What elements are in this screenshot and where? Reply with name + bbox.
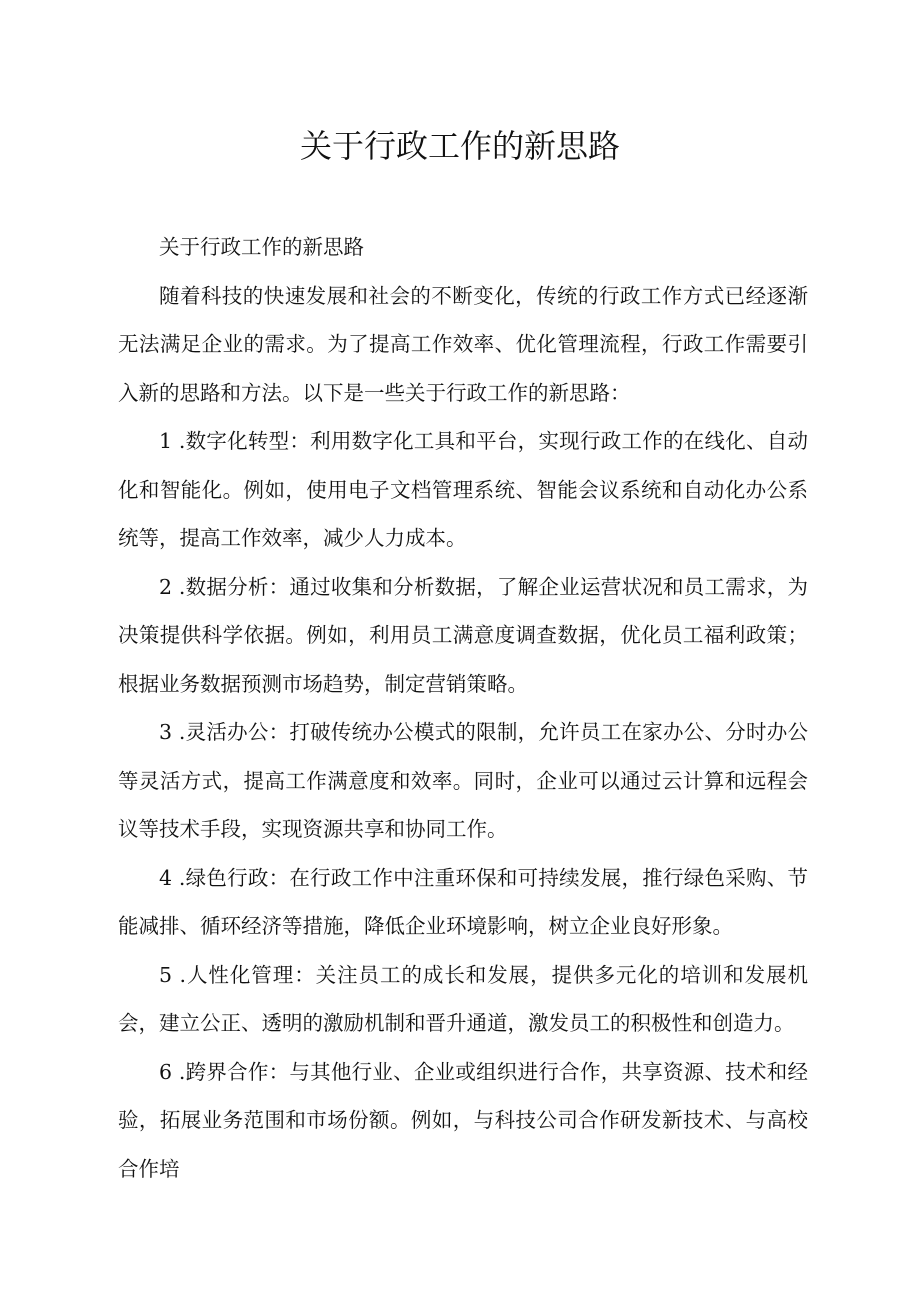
paragraph-item-1: 1 .数字化转型：利用数字化工具和平台，实现行政工作的在线化、自动化和智能化。例如，使用电子文档管理系统、智能会议系统和自动化办公系统等，提高工作效率，减少人力成本。 [118, 429, 808, 550]
document-title: 关于行政工作的新思路 [299, 127, 620, 165]
paragraph-item-5: 5 .人性化管理：关注员工的成长和发展，提供多元化的培训和发展机会，建立公正、透明的激励机制和晋升通道，激发员工的积极性和创造力。 [118, 962, 808, 1035]
paragraph-intro: 随着科技的快速发展和社会的不断变化，传统的行政工作方式已经逐渐无法满足企业的需求。为了提高工作效率、优化管理流程，行政工作需要引入新的思路和方法。以下是一些关于行政工作的新思路： [118, 283, 808, 405]
paragraph-item-3: 3 .灵活办公：打破传统办公模式的限制，允许员工在家办公、分时办公等灵活方式，提高工作满意度和效率。同时，企业可以通过云计算和远程会议等技术手段，实现资源共享和协同工作。 [118, 720, 808, 841]
document-body [118, 223, 808, 1193]
paragraph-subtitle: 关于行政工作的新思路 [159, 235, 364, 259]
paragraph-item-6: 6 .跨界合作：与其他行业、企业或组织进行合作，共享资源、技术和经验，拓展业务范围和市场份额。例如，与科技公司合作研发新技术、与高校合作培 [118, 1059, 808, 1181]
paragraph-item-2: 2 .数据分析：通过收集和分析数据，了解企业运营状况和员工需求，为决策提供科学依据。例如，利用员工满意度调查数据，优化员工福利政策；根据业务数据预测市场趋势，制定营销策略。 [118, 574, 808, 696]
paragraph-item-4: 4 .绿色行政：在行政工作中注重环保和可持续发展，推行绿色采购、节能减排、循环经济等措施，降低企业环境影响，树立企业良好形象。 [118, 865, 808, 938]
